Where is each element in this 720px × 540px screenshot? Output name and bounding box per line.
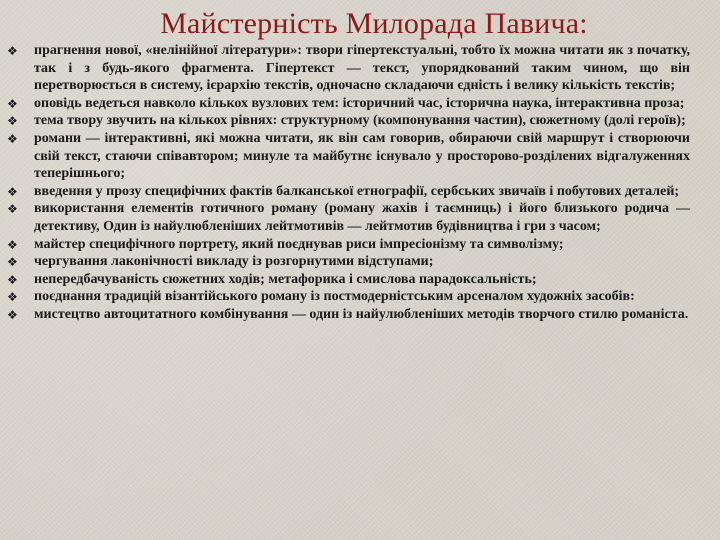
diamond-bullet-icon: ❖: [7, 131, 18, 146]
bullet-item: [0, 271, 720, 289]
bullet-item: [0, 288, 720, 306]
diamond-bullet-icon: ❖: [7, 237, 18, 252]
bullet-text: оповідь ведеться навколо кількох вузлових тем: історичний час, історична наука, інтерактивна проза;: [34, 95, 685, 111]
bullet-text: майстер специфічного портрету, який поєднував риси імпресіонізму та символізму;: [34, 236, 564, 252]
diamond-bullet-icon: ❖: [7, 44, 18, 58]
diamond-bullet-icon: ❖: [7, 96, 18, 111]
bullet-item: [0, 112, 720, 130]
diamond-bullet-icon: ❖: [7, 272, 18, 287]
bullet-text: прагнення нової, «нелінійної літератури»: твори гіпертекстуальні, тобто їх можна читати як з початку, так і з будь-якого фрагмента. Гіпертекст — текст, упорядкований таким чином, що він перетворюється в систему, ієрархію текстів, одночасно складаючи єдність і велику кількість текстів;: [34, 43, 690, 94]
diamond-bullet-icon: ❖: [7, 290, 18, 305]
bullet-list: [0, 42, 720, 324]
bullet-text: чергування лаконічності викладу із розгорнутими відступами;: [34, 254, 434, 270]
bullet-item: [0, 183, 720, 201]
bullet-text: непередбачуваність сюжетних ходів; метафорика і смислова парадоксальність;: [34, 271, 537, 287]
diamond-bullet-icon: ❖: [7, 184, 18, 199]
slide-title: Майстерність Милорада Павича:: [160, 7, 588, 40]
diamond-bullet-icon: ❖: [7, 202, 18, 217]
bullet-item: [0, 236, 720, 254]
bullet-text: тема твору звучить на кількох рівнях: структурному (компонування частин), сюжетному (долі героїв);: [34, 113, 686, 129]
bullet-text: мистецтво автоцитатного комбінування — один із найулюбленіших методів творчого стилю романіста.: [34, 306, 689, 322]
bullet-text: використання елементів готичного роману (роману жахів і таємниць) і його близького родича — детективу, Один із найулюбленіших лейтмотивів — лейтмотив будівництва і гри з часом;: [34, 201, 690, 234]
bullet-item: [0, 95, 720, 113]
bullet-item: [0, 253, 720, 271]
bullet-text: введення у прозу специфічних фактів балканської етнографії, сербських звичаїв і побутових деталей;: [34, 183, 680, 199]
bullet-text: поєднання традицій візантійського роману із постмодерністським арсеналом художніх засобів:: [34, 289, 635, 305]
bullet-item: [0, 306, 720, 324]
diamond-bullet-icon: ❖: [7, 255, 18, 270]
bullet-item: [0, 200, 720, 235]
diamond-bullet-icon: ❖: [7, 307, 18, 322]
bullet-item: [0, 42, 720, 95]
diamond-bullet-icon: ❖: [7, 114, 18, 129]
bullet-item: [0, 130, 720, 183]
bullet-text: романи — інтерактивні, які можна читати, як він сам говорив, обираючи свій маршрут і створюючи свій текст, стаючи співавтором; минуле та майбутнє існувало у просторово-розділених відгалуженнях теперішнього;: [34, 130, 690, 182]
